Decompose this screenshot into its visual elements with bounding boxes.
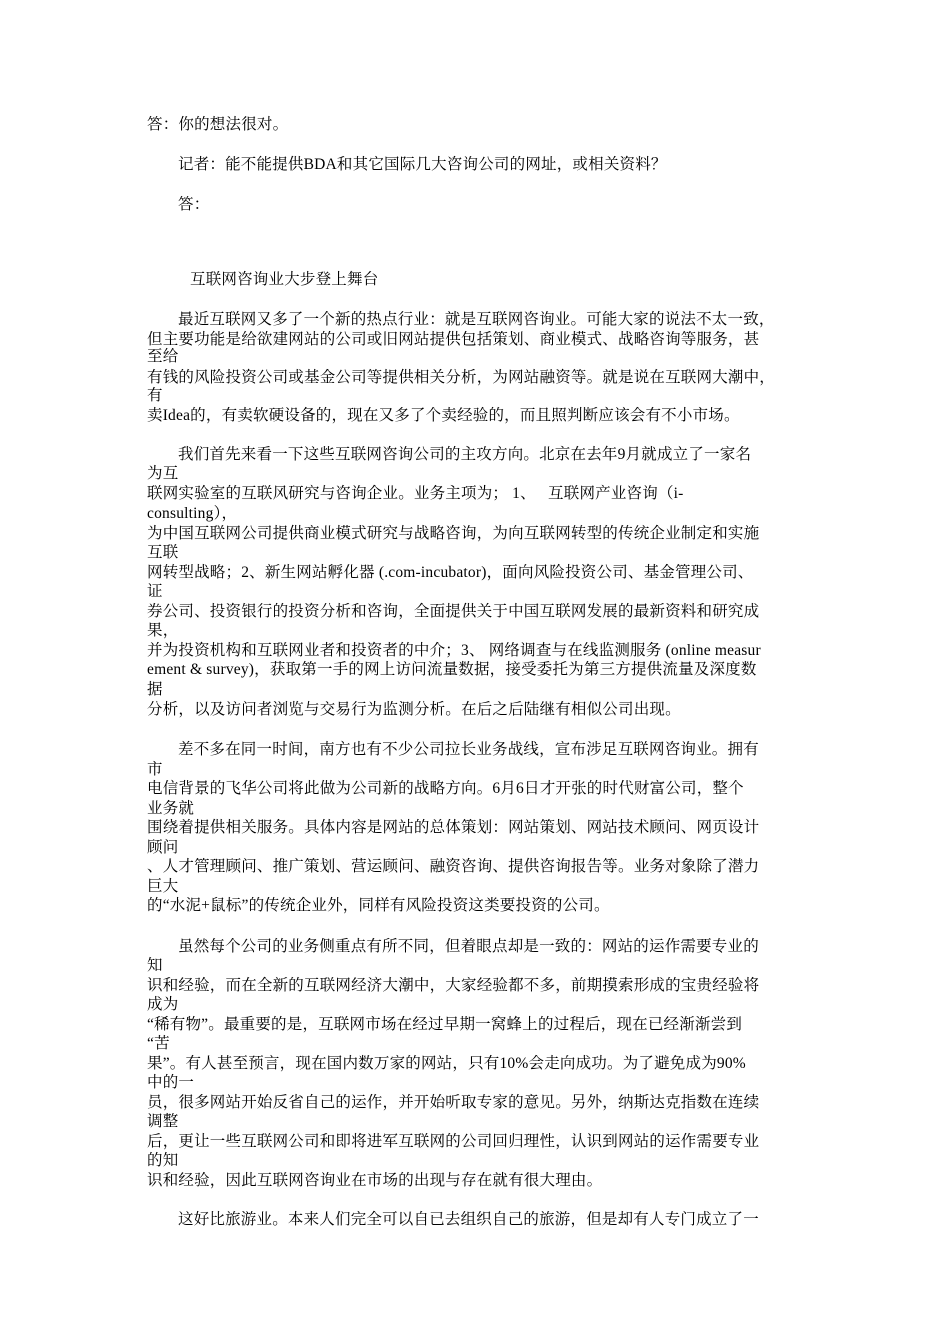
text-line: 并为投资机构和互联网业者和投资者的中介；3、 网络调查与在线监测服务 (online measur <box>147 642 761 659</box>
text-line: 业务就 <box>147 800 195 817</box>
text-line: 卖Idea的，有卖软硬设备的，现在又多了个卖经验的，而且照判断应该会有不小市场。 <box>147 407 740 424</box>
text-line: 有钱的风险投资公司或基金公司等提供相关分析，为网站融资等。就是说在互联网大潮中， <box>147 369 776 386</box>
text-line: 员，很多网站开始反省自己的运作，并开始听取专家的意见。另外，纳斯达克指数在连续 <box>147 1094 760 1111</box>
text-line: 、人才管理顾问、推广策划、营运顾问、融资咨询、提供咨询报告等。业务对象除了潜力 <box>147 858 760 875</box>
text-line: ement & survey)，获取第一手的网上访问流量数据，接受委托为第三方提供流量及深度数 <box>147 661 757 678</box>
text-line: 成为 <box>147 996 179 1013</box>
text-line: 知 <box>147 957 163 974</box>
text-line: 至给 <box>147 348 179 365</box>
text-line: 证 <box>147 583 163 600</box>
text-line: 分析，以及访问者浏览与交易行为监测分析。在后之后陆继有相似公司出现。 <box>147 701 681 718</box>
text-line: 我们首先来看一下这些互联网咨询公司的主攻方向。北京在去年9月就成立了一家名 <box>178 446 752 463</box>
text-line: 互联 <box>147 544 179 561</box>
text-line: 果”。有人甚至预言，现在国内数万家的网站，只有10%会走向成功。为了避免成为90% <box>147 1055 746 1072</box>
text-line: 市 <box>147 761 163 778</box>
text-line: 的知 <box>147 1152 179 1169</box>
text-line: 券公司、投资银行的投资分析和咨询，全面提供关于中国互联网发展的最新资料和研究成 <box>147 603 760 620</box>
text-line: 围绕着提供相关服务。具体内容是网站的总体策划：网站策划、网站技术顾问、网页设计 <box>147 819 760 836</box>
text-line: 中的一 <box>147 1074 195 1091</box>
text-line: 这好比旅游业。本来人们完全可以自已去组织自己的旅游，但是却有人专门成立了一 <box>178 1211 759 1228</box>
text-line: 为互 <box>147 465 179 482</box>
text-line: 答： <box>178 196 210 213</box>
text-line: 果， <box>147 622 179 639</box>
text-line: 为中国互联网公司提供商业模式研究与战略咨询，为向互联网转型的传统企业制定和实施 <box>147 525 760 542</box>
section-title: 互联网咨询业大步登上舞台 <box>190 271 379 288</box>
text-line: 差不多在同一时间，南方也有不少公司拉长业务战线，宣布涉足互联网咨询业。拥有 <box>178 741 759 758</box>
text-line: 但主要功能是给欲建网站的公司或旧网站提供包括策划、商业模式、战略咨询等服务，甚 <box>147 331 760 348</box>
text-line: consulting）， <box>147 505 238 522</box>
text-line: 据 <box>147 681 163 698</box>
text-line: 识和经验，而在全新的互联网经济大潮中，大家经验都不多，前期摸索形成的宝贵经验将 <box>147 977 760 994</box>
text-line: 虽然每个公司的业务侧重点有所不同，但着眼点却是一致的：网站的运作需要专业的 <box>178 938 759 955</box>
text-line: 有 <box>147 387 163 404</box>
text-line: 顾问 <box>147 839 179 856</box>
text-line: 最近互联网又多了一个新的热点行业：就是互联网咨询业。可能大家的说法不太一致， <box>178 311 775 328</box>
text-line: 网转型战略；2、新生网站孵化器 (.com-incubator)，面向风险投资公司、基金管理公司、 <box>147 564 754 581</box>
text-line: 巨大 <box>147 878 179 895</box>
text-line: 电信背景的飞华公司将此做为公司新的战略方向。6月6日才开张的时代财富公司，整个 <box>147 780 744 797</box>
text-line: 记者：能不能提供BDA和其它国际几大咨询公司的网址，或相关资料？ <box>178 156 667 173</box>
text-line: 识和经验，因此互联网咨询业在市场的出现与存在就有很大理由。 <box>147 1172 603 1189</box>
text-line: “稀有物”。最重要的是，互联网市场在经过早期一窝蜂上的过程后，现在已经渐渐尝到 <box>147 1016 743 1033</box>
text-line: 的“水泥+鼠标”的传统企业外，同样有风险投资这类要投资的公司。 <box>147 897 610 914</box>
text-line: “苦 <box>147 1035 170 1052</box>
text-line: 答：你的想法很对。 <box>147 116 289 133</box>
text-line: 调整 <box>147 1113 179 1130</box>
text-line: 联网实验室的互联风研究与咨询企业。业务主项为； 1、 互联网产业咨询（i- <box>147 485 684 502</box>
text-line: 后，更让一些互联网公司和即将进军互联网的公司回归理性，认识到网站的运作需要专业 <box>147 1133 760 1150</box>
